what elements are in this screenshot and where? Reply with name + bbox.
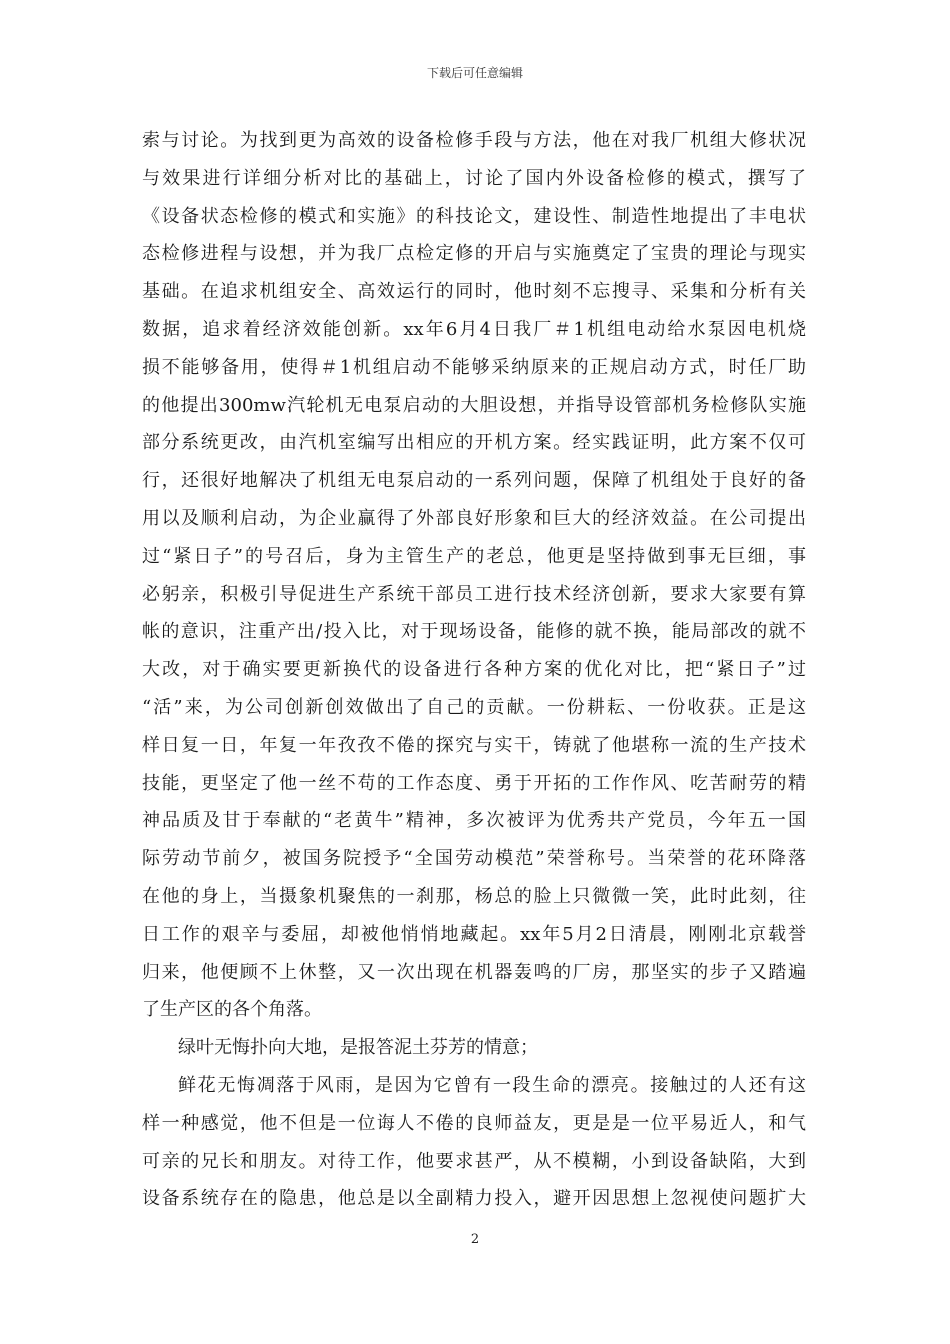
- text-line: 态检修进程与设想，并为我厂点检定修的开启与实施奠定了宝贵的理论与现实: [142, 243, 806, 265]
- text-line: 绿叶无悔扑向大地，是报答泥土芬芳的情意；: [178, 1037, 538, 1059]
- text-line: 神品质及甘于奉献的“老黄牛”精神，多次被评为优秀共产党员，今年五一国: [142, 810, 806, 832]
- text-line: 行，还很好地解决了机组无电泵启动的一系列问题，保障了机组处于良好的备: [142, 470, 806, 492]
- text-line: 与效果进行详细分析对比的基础上，讨论了国内外设备检修的模式，撰写了: [142, 167, 806, 189]
- text-line: 用以及顺利启动，为企业赢得了外部良好形象和巨大的经济效益。在公司提出: [142, 507, 806, 529]
- document-body: [142, 122, 806, 1218]
- text-line: 际劳动节前夕，被国务院授予“全国劳动模范”荣誉称号。当荣誉的花环降落: [142, 848, 806, 870]
- text-line: 基础。在追求机组安全、高效运行的同时，他时刻不忘搜寻、采集和分析有关: [142, 281, 806, 303]
- text-line: 设备系统存在的隐患，他总是以全副精力投入，避开因思想上忽视使问题扩大: [142, 1188, 806, 1210]
- text-line: 大改，对于确实要更新换代的设备进行各种方案的优化对比，把“紧日子”过: [142, 659, 806, 681]
- text-line: 损不能够备用，使得＃1机组启动不能够采纳原来的正规启动方式，时任厂助: [142, 356, 806, 378]
- text-line: 帐的意识，注重产出/投入比，对于现场设备，能修的就不换，能局部改的就不: [142, 621, 806, 643]
- text-line: 部分系统更改，由汽机室编写出相应的开机方案。经实践证明，此方案不仅可: [142, 432, 806, 454]
- text-line: “活”来，为公司创新创效做出了自己的贡献。一份耕耘、一份收获。正是这: [142, 696, 806, 718]
- text-line: 日工作的艰辛与委屈，却被他悄悄地藏起。xx年5月2日清晨，刚刚北京载誉: [142, 923, 806, 945]
- text-line: 过“紧日子”的号召后，身为主管生产的老总，他更是坚持做到事无巨细，事: [142, 545, 806, 567]
- text-line: 了生产区的各个角落。: [142, 999, 322, 1021]
- text-line: 技能，更坚定了他一丝不苟的工作态度、勇于开拓的工作作风、吃苦耐劳的精: [142, 772, 806, 794]
- text-line: 数据，追求着经济效能创新。xx年6月4日我厂＃1机组电动给水泵因电机烧: [142, 318, 806, 340]
- text-line: 可亲的兄长和朋友。对待工作，他要求甚严，从不模糊，小到设备缺陷，大到: [142, 1150, 806, 1172]
- page-number: 2: [470, 1232, 480, 1247]
- text-line: 索与讨论。为找到更为高效的设备检修手段与方法，他在对我厂机组大修状况: [142, 130, 806, 151]
- page-header: 下载后可任意编辑: [426, 66, 523, 80]
- text-line: 在他的身上，当摄象机聚焦的一刹那，杨总的脸上只微微一笑，此时此刻，往: [142, 885, 806, 907]
- text-line: 必躬亲，积极引导促进生产系统干部员工进行技术经济创新，要求大家要有算: [142, 583, 806, 605]
- text-line: 的他提出300mw汽轮机无电泵启动的大胆设想，并指导设管部机务检修队实施: [142, 394, 806, 416]
- text-line: 样日复一日，年复一年孜孜不倦的探究与实干，铸就了他堪称一流的生产技术: [142, 734, 806, 756]
- text-line: 样一种感觉，他不但是一位诲人不倦的良师益友，更是是一位平易近人，和气: [142, 1112, 806, 1134]
- text-line: 归来，他便顾不上休整，又一次出现在机器轰鸣的厂房，那坚实的步子又踏遍: [142, 961, 806, 983]
- text-line: 鲜花无悔凋落于风雨，是因为它曾有一段生命的漂亮。接触过的人还有这: [178, 1074, 806, 1096]
- text-line: 《设备状态检修的模式和实施》的科技论文，建设性、制造性地提出了丰电状: [142, 205, 806, 227]
